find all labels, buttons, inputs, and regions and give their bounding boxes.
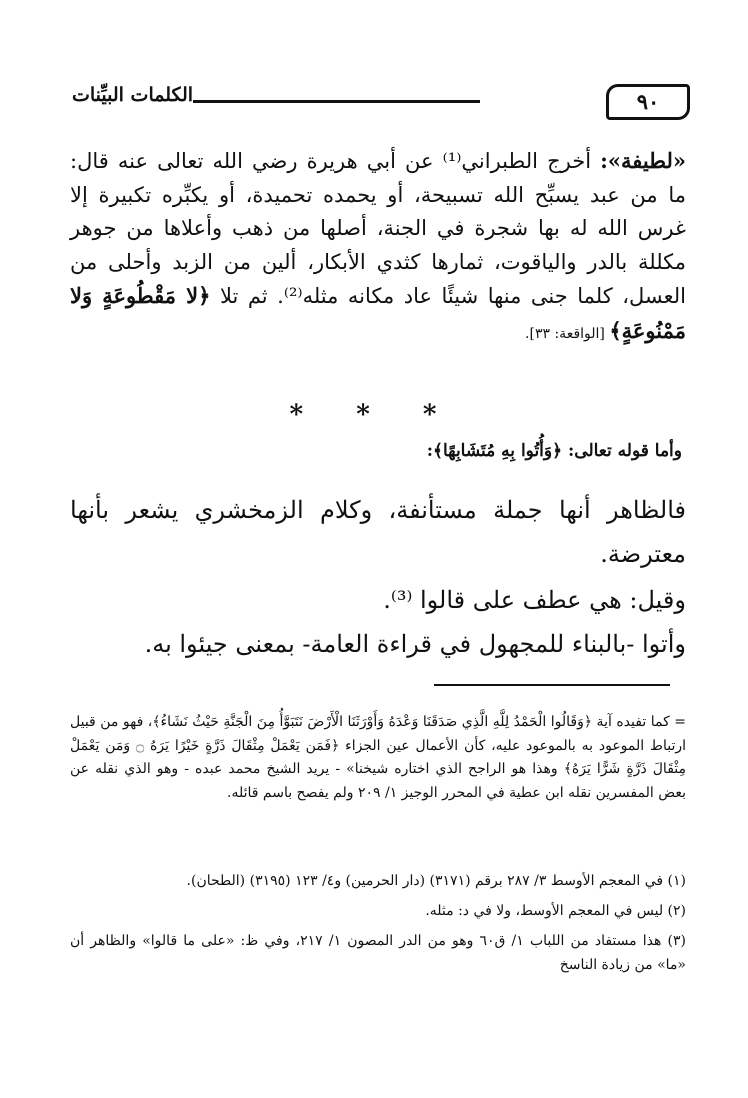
paragraph-latifa bbox=[70, 144, 686, 351]
section-heading: وأما قوله تعالى: ﴿وَأُتُوا بِهِ مُتَشَابِهًا﴾: bbox=[426, 441, 682, 461]
header-rule bbox=[196, 100, 480, 103]
page-number: ٩٠ bbox=[606, 84, 690, 120]
footnote-2: (٢) ليس في المعجم الأوسط، ولا في د: مثله. bbox=[425, 903, 686, 919]
footnote-3: (٣) هذا مستفاد من اللباب ١/ ق٦٠ وهو من الدر المصون ١/ ٢١٧، وفي ظ: «على ما قالوا» والظاهر أن «ما» من زيادة الناسخ bbox=[70, 933, 687, 973]
footnote-1: (١) في المعجم الأوسط ٣/ ٢٨٧ برقم (٣١٧١) (دار الحرمين) و٤/ ١٢٣ (٣١٩٥) (الطحان). bbox=[186, 873, 686, 889]
paragraph-lead: «لطيفة»: bbox=[600, 148, 686, 173]
section-paragraph-1: فالظاهر أنها جملة مستأنفة، وكلام الزمخشري يشعر بأنها معترضة. bbox=[70, 496, 686, 568]
quran-reference: [الواقعة: ٣٣]. bbox=[525, 325, 610, 342]
paragraph-text: أخرج الطبراني⁽¹⁾ عن أبي هريرة رضي الله تعالى عنه قال: ما من عبد يسبِّح الله تسبيحة، أو يحمده تحميدة، أو يكبِّره تكبيرة إلا غرس الله له بها شجرة في الجنة، أصلها من ذهب وأعلاها من جوهر مكللة بالدر والياقوت، ثمارها كثدي الأبكار، ألين من الزبد وأحلى من العسل، كلما جنى منها شيئًا عاد مكانه مثله⁽²⁾. ثم تلا bbox=[70, 149, 686, 308]
footnote-continuation: = كما تفيده آية ﴿وَقَالُوا الْحَمْدُ لِلَّهِ الَّذِي صَدَقَنَا وَعْدَهُ وَأَوْرَثَنَا الْأَرْضَ نَتَبَوَّأُ مِنَ الْجَنَّةِ حَيْثُ نَشَاءُ﴾، فهو من قبيل ارتباط الموعود به بالموعود عليه، كأن الأعمال عين الجزاء ﴿فَمَن يَعْمَلْ مِثْقَالَ ذَرَّةٍ خَيْرًا يَرَهُ ۝ وَمَن يَعْمَلْ مِثْقَالَ ذَرَّةٍ شَرًّا يَرَهُ﴾ وهذا هو الراجح الذي اختاره شيخنا» - يريد الشيخ محمد عبده - وهو الذي نقله عن بعض المفسرين نقله ابن عطية في المحرر الوجيز ١/ ٢٠٩ ولم يفصح باسم قائله. bbox=[70, 714, 686, 801]
section-paragraph-3: وأتوا -بالبناء للمجهول في قراءة العامة- بمعنى جيئوا به. bbox=[144, 630, 686, 658]
footnote-rule bbox=[434, 684, 670, 686]
quran-quote: ﴿لا مَقْطُوعَةٍ وَلا مَمْنُوعَةٍ﴾ bbox=[70, 283, 686, 343]
page-header bbox=[66, 78, 690, 118]
section-separator: * * * bbox=[289, 400, 459, 430]
running-title: الكلمات البيِّنات bbox=[66, 84, 193, 106]
section-paragraph-2: وقيل: هي عطف على قالوا ⁽³⁾. bbox=[383, 586, 686, 614]
